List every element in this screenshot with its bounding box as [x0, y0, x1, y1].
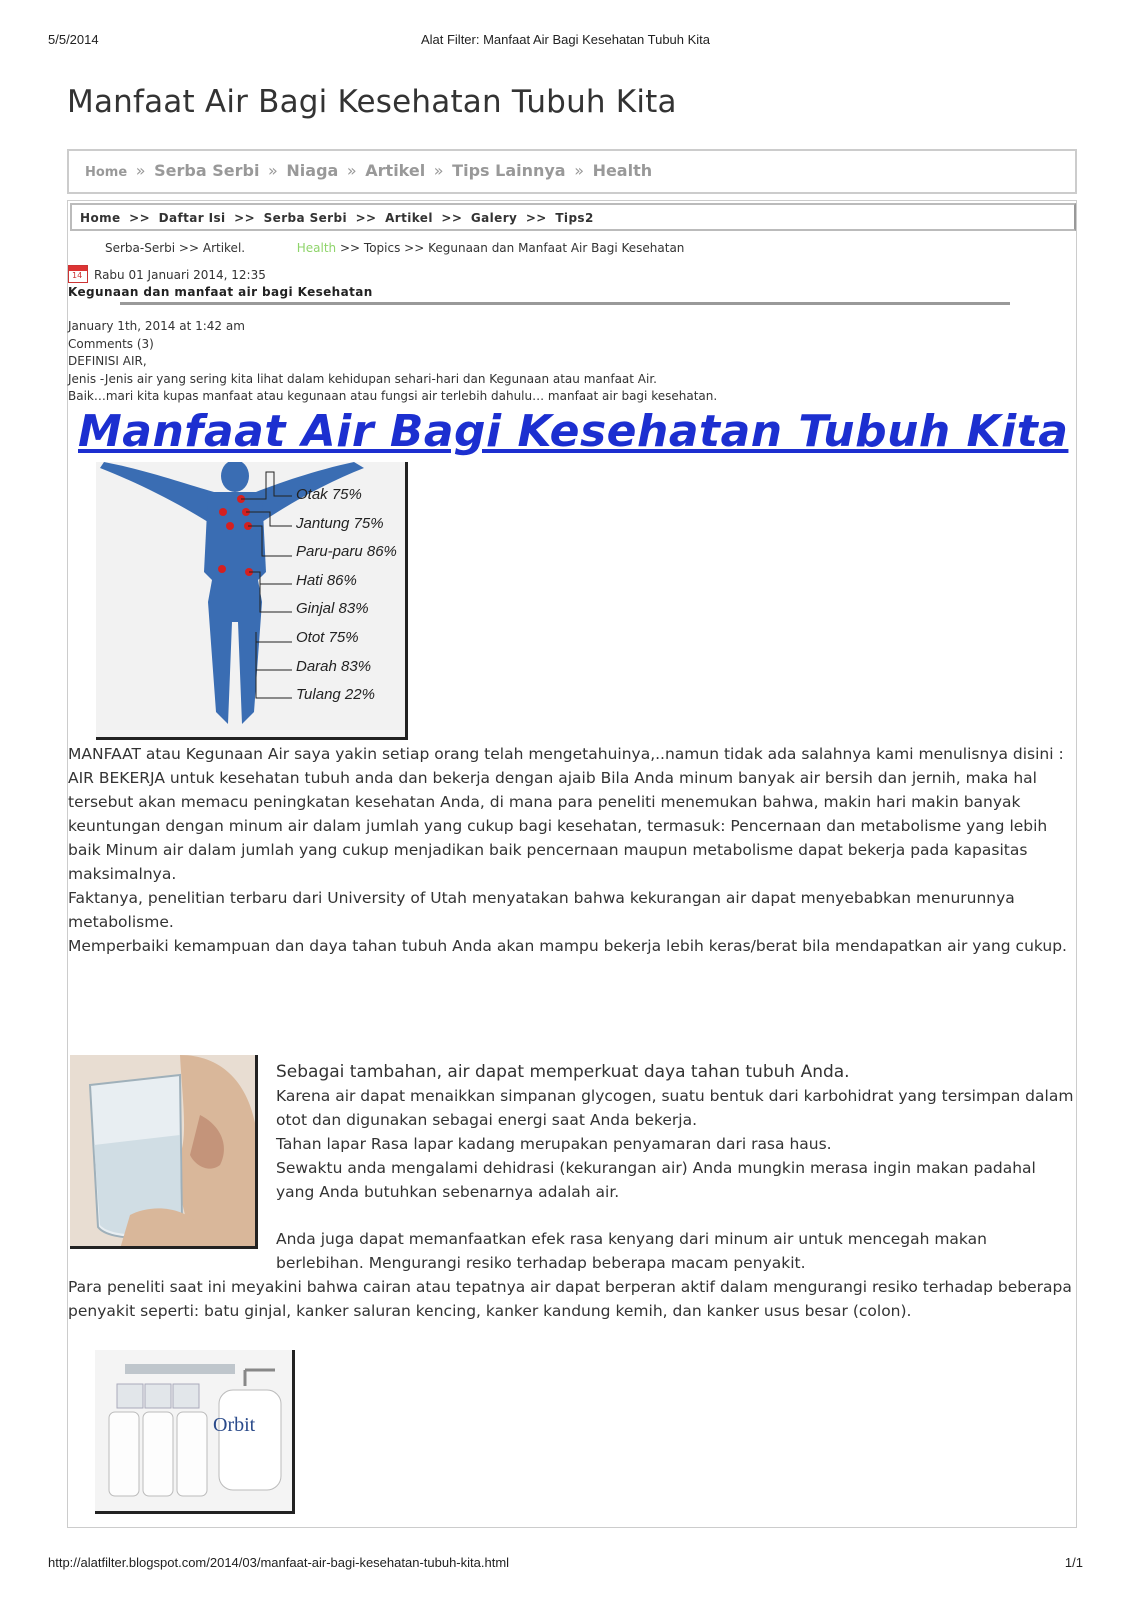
body-water-figure: [96, 462, 408, 740]
sub-nav: [70, 203, 1076, 231]
subnav-separator: >>: [355, 211, 377, 225]
organ-label: Hati 86%: [296, 571, 357, 589]
subnav-tips2-link[interactable]: Tips2: [555, 211, 594, 225]
final-paragraph: Para peneliti saat ini meyakini bahwa cairan atau tepatnya air dapat berperan aktif dalam mengurangi resiko terhadap beberapa penyakit seperti: batu ginjal, kanker saluran kencing, kanker kandung kemih, dan kanker usus besar (colon).: [68, 1278, 1072, 1320]
side-lead: Sebagai tambahan, air dapat memperkuat daya tahan tubuh Anda.: [276, 1062, 850, 1082]
nav-separator: »: [346, 161, 357, 180]
side-text-block-2: [276, 1227, 1076, 1275]
post-title: Kegunaan dan manfaat air bagi Kesehatan: [68, 285, 373, 299]
side-line: Tahan lapar Rasa lapar kadang merupakan penyamaran dari rasa haus.: [276, 1135, 832, 1153]
breadcrumb: [105, 241, 684, 255]
print-title: Alat Filter: Manfaat Air Bagi Kesehatan Tubuh Kita: [420, 32, 711, 47]
page-count: 1/1: [1064, 1555, 1083, 1570]
filter-brand-label: Orbit: [213, 1414, 256, 1436]
nav-separator: »: [433, 161, 444, 180]
post-date-text: Rabu 01 Januari 2014, 12:35: [94, 268, 266, 282]
nav-tips-link[interactable]: Tips Lainnya: [452, 161, 566, 180]
breadcrumb-left[interactable]: Serba-Serbi >> Artikel.: [105, 241, 246, 255]
meta-line: DEFINISI AIR,: [68, 354, 147, 368]
side-line: Sewaktu anda mengalami dehidrasi (kekurangan air) Anda mungkin merasa ingin makan padahal yang Anda butuhkan sebenarnya adalah air.: [276, 1159, 1036, 1201]
breadcrumb-rest: >> Topics >> Kegunaan dan Manfaat Air Bagi Kesehatan: [339, 241, 685, 255]
organ-label: Otot 75%: [296, 628, 359, 646]
print-header: [48, 32, 1083, 52]
subnav-separator: >>: [525, 211, 547, 225]
organ-label: Jantung 75%: [296, 514, 384, 532]
post-date: [68, 265, 266, 283]
organ-label: Paru-paru 86%: [296, 543, 397, 561]
side-line: Anda juga dapat memanfaatkan efek rasa kenyang dari minum air untuk mencegah makan berlebihan. Mengurangi resiko terhadap beberapa macam penyakit.: [276, 1230, 987, 1272]
nav-separator: »: [268, 161, 278, 180]
nav-health-link[interactable]: Health: [592, 161, 653, 180]
subnav-home-link[interactable]: Home: [80, 211, 121, 225]
paragraph: MANFAAT atau Kegunaan Air saya yakin setiap orang telah mengetahuinya,..namun tidak ada salahnya kami menulisnya disini :: [68, 745, 1064, 763]
meta-line: Jenis -Jenis air yang sering kita lihat dalam kehidupan sehari-hari dan Kegunaan atau manfaat Air.: [68, 371, 657, 386]
subnav-daftar-isi-link[interactable]: Daftar Isi: [158, 211, 226, 225]
print-url: http://alatfilter.blogspot.com/2014/03/manfaat-air-bagi-kesehatan-tubuh-kita.html: [48, 1555, 510, 1570]
nav-niaga-link[interactable]: Niaga: [286, 161, 339, 180]
nav-separator: »: [574, 161, 584, 180]
nav-serba-serbi-link[interactable]: Serba Serbi: [154, 161, 260, 180]
nav-separator: »: [135, 161, 146, 180]
subnav-separator: >>: [234, 211, 256, 225]
organ-label: Ginjal 83%: [296, 600, 369, 618]
organ-label: Tulang 22%: [296, 686, 375, 704]
water-filter-photo: [95, 1350, 295, 1514]
nav-artikel-link[interactable]: Artikel: [365, 161, 426, 180]
paragraph: Faktanya, penelitian terbaru dari University of Utah menyatakan bahwa kekurangan air dapat menyebabkan menurunnya metabolisme.: [68, 889, 1015, 931]
subnav-separator: >>: [129, 211, 151, 225]
subnav-serba-serbi-link[interactable]: Serba Serbi: [263, 211, 347, 225]
calendar-icon: [68, 265, 88, 283]
organ-label: Otak 75%: [296, 486, 362, 503]
comments-link[interactable]: Comments (3): [68, 336, 154, 351]
subnav-separator: >>: [441, 211, 463, 225]
organ-labels: [296, 486, 397, 715]
paragraph: Memperbaiki kemampuan dan daya tahan tubuh Anda akan mampu bekerja lebih keras/berat bila mendapatkan air yang cukup.: [68, 937, 1067, 955]
subnav-artikel-link[interactable]: Artikel: [385, 211, 433, 225]
drinking-water-photo: [70, 1055, 258, 1249]
main-nav: [67, 149, 1077, 194]
article-headline-link[interactable]: Manfaat Air Bagi Kesehatan Tubuh Kita: [78, 406, 1069, 457]
breadcrumb-health-link[interactable]: Health: [296, 241, 337, 255]
side-line: Karena air dapat menaikkan simpanan glycogen, suatu bentuk dari karbohidrat yang tersimpan dalam otot dan digunakan sebagai energi saat Anda bekerja.: [276, 1087, 1074, 1129]
subnav-galery-link[interactable]: Galery: [470, 211, 518, 225]
organ-label: Darah 83%: [296, 657, 372, 675]
print-date: 5/5/2014: [48, 32, 99, 47]
divider: [120, 302, 1010, 305]
print-footer: [48, 1555, 1083, 1575]
paragraph: AIR BEKERJA untuk kesehatan tubuh anda dan bekerja dengan ajaib Bila Anda minum banyak air bersih dan jernih, maka hal tersebut akan memacu peningkatan kesehatan Anda, di mana para peneliti menemukan bahwa, makin hari makin banyak keuntungan dengan minum air dalam jumlah yang cukup bagi kesehatan, termasuk: Pencernaan dan metabolisme yang lebih baik Minum air dalam jumlah yang cukup menjadikan baik pencernaan maupun metabolisme dapat bekerja pada kapasitas maksimalnya.: [68, 769, 1048, 883]
page-title: Manfaat Air Bagi Kesehatan Tubuh Kita: [67, 84, 677, 120]
article-body: [68, 742, 1078, 958]
nav-home-link[interactable]: Home: [85, 165, 128, 180]
side-text-block: [276, 1060, 1076, 1204]
post-timestamp: January 1th, 2014 at 1:42 am: [68, 319, 245, 333]
post-meta: [68, 318, 717, 406]
meta-line: Baik…mari kita kupas manfaat atau kegunaan atau fungsi air terlebih dahulu… manfaat air bagi kesehatan.: [68, 389, 718, 403]
